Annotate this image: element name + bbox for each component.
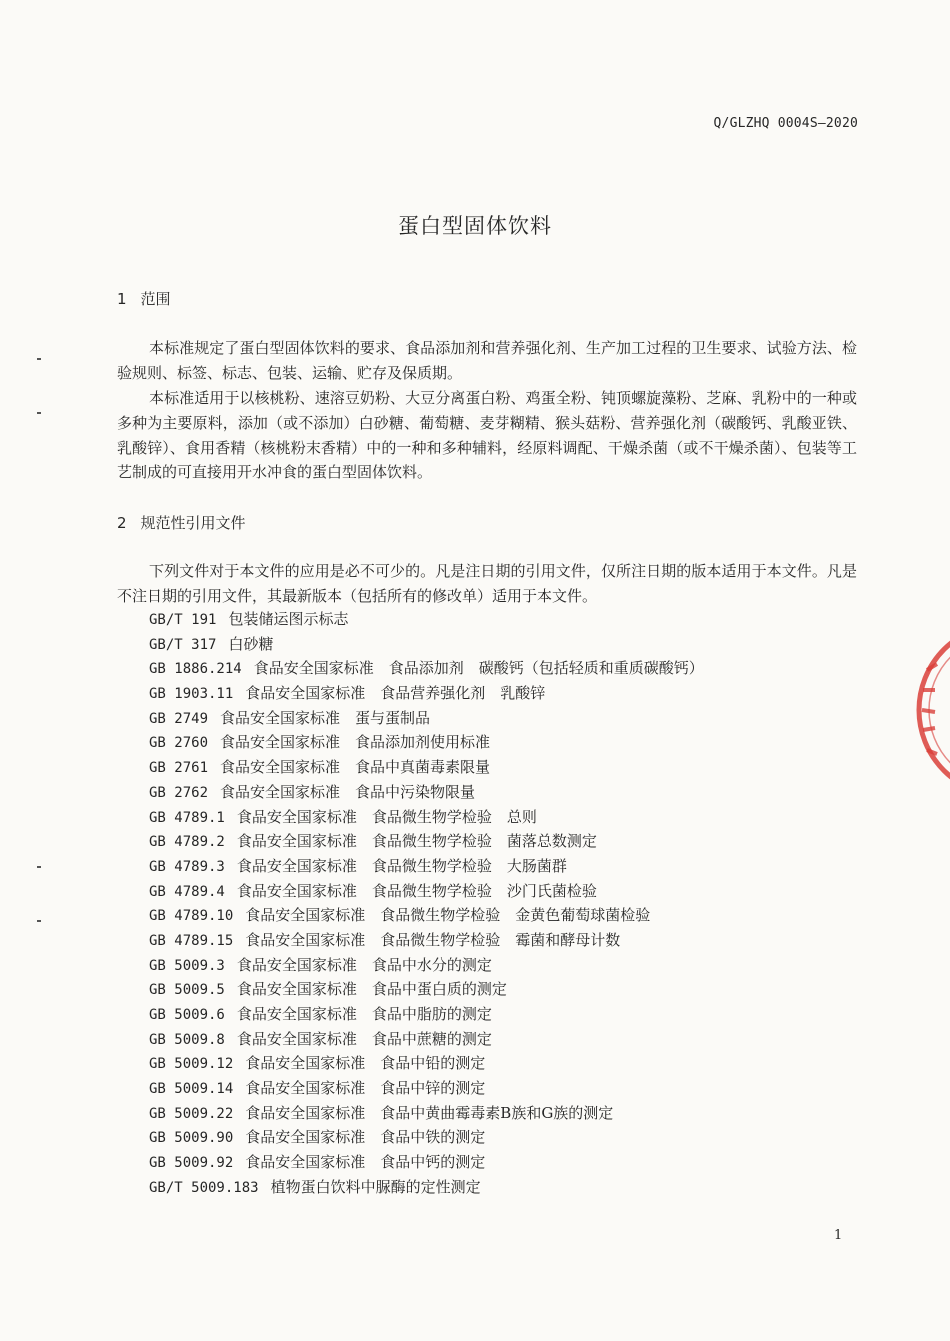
reference-item: [149, 928, 849, 953]
reference-title: 食品安全国家标准 食品中铅的测定: [245, 1054, 486, 1073]
reference-code: GB 2749: [149, 710, 209, 727]
reference-code: GB 4789.4: [149, 883, 225, 900]
reference-title: 食品安全国家标准 食品微生物学检验 菌落总数测定: [236, 832, 597, 851]
reference-title: 食品安全国家标准 食品微生物学检验 金黄色葡萄球菌检验: [245, 906, 651, 925]
reference-code: GB 5009.92: [149, 1155, 234, 1172]
section-title: 规范性引用文件: [140, 514, 246, 532]
reference-code: GB 5009.12: [149, 1056, 234, 1073]
reference-code: GB/T 317: [149, 636, 217, 653]
seal-stamp-icon: [905, 610, 950, 810]
section-heading-references: [117, 512, 246, 533]
reference-title: 白砂糖: [228, 634, 274, 653]
reference-list: [149, 607, 849, 1200]
reference-title: 食品安全国家标准 食品中脂肪的测定: [236, 1005, 492, 1023]
reference-item: [149, 1150, 849, 1175]
scan-mark: [37, 866, 41, 868]
reference-item: [149, 706, 849, 731]
reference-item: [149, 805, 849, 830]
reference-title: 食品安全国家标准 食品中蛋白质的测定: [236, 980, 507, 999]
reference-code: GB 5009.90: [149, 1130, 234, 1147]
reference-title: 食品安全国家标准 食品微生物学检验 大肠菌群: [236, 856, 567, 875]
reference-code: GB/T 5009.183: [149, 1179, 259, 1196]
reference-code: GB 4789.10: [149, 908, 234, 925]
reference-item: [149, 829, 849, 854]
reference-item: [149, 854, 849, 879]
section-number: 2: [117, 514, 127, 532]
section-number: 1: [117, 290, 127, 308]
reference-title: 食品安全国家标准 食品微生物学检验 总则: [236, 807, 537, 826]
reference-item: [149, 755, 849, 780]
scope-paragraph-1: 本标准规定了蛋白型固体饮料的要求、食品添加剂和营养强化剂、生产加工过程的卫生要求、试验方法、检验规则、标签、标志、包装、运输、贮存及保质期。: [117, 339, 857, 382]
reference-code: GB 4789.2: [149, 834, 225, 851]
reference-title: 食品安全国家标准 食品中蔗糖的测定: [236, 1029, 492, 1048]
reference-item: [149, 780, 849, 805]
reference-item: [149, 632, 849, 657]
reference-code: GB 2762: [149, 784, 209, 801]
reference-title: 食品安全国家标准 食品中铁的测定: [245, 1128, 486, 1147]
reference-code: GB/T 191: [149, 612, 217, 628]
reference-item: [149, 1175, 849, 1200]
reference-code: GB 2760: [149, 735, 209, 752]
reference-item: [149, 1076, 849, 1101]
reference-item: [149, 903, 849, 928]
reference-item: [149, 1002, 849, 1027]
reference-code: GB 2761: [149, 760, 209, 777]
page-number: 1: [834, 1228, 843, 1243]
scan-mark: [37, 358, 41, 360]
reference-code: GB 5009.22: [149, 1105, 234, 1122]
scan-mark: [37, 920, 41, 922]
references-intro: 下列文件对于本文件的应用是必不可少的。凡是注日期的引用文件，仅所注日期的版本适用于本文件。凡是不注日期的引用文件，其最新版本（包括所有的修改单）适用于本文件。: [117, 562, 857, 605]
reference-item: [149, 730, 849, 755]
reference-title: 食品安全国家标准 食品添加剂 碳酸钙（包括轻质和重质碳酸钙）: [253, 659, 704, 678]
section-heading-scope: [117, 288, 171, 309]
reference-item: [149, 681, 849, 706]
scan-mark: [37, 412, 41, 414]
reference-title: 食品安全国家标准 食品中黄曲霉毒素B族和G族的测定: [245, 1103, 614, 1122]
reference-title: 植物蛋白饮料中脲酶的定性测定: [270, 1177, 481, 1196]
section-title: 范围: [140, 290, 171, 308]
reference-code: GB 4789.3: [149, 858, 225, 875]
document-title: 蛋白型固体饮料: [398, 214, 552, 238]
reference-title: 食品安全国家标准 食品微生物学检验 霉菌和酵母计数: [245, 930, 621, 949]
reference-title: 食品安全国家标准 食品中锌的测定: [245, 1079, 486, 1098]
reference-code: GB 4789.1: [149, 809, 225, 826]
reference-item: [149, 656, 849, 681]
reference-item: [149, 1027, 849, 1052]
reference-item: [149, 1051, 849, 1076]
reference-title: 食品安全国家标准 食品营养强化剂 乳酸锌: [245, 684, 546, 703]
reference-code: GB 5009.3: [149, 957, 225, 974]
reference-title: 食品安全国家标准 食品微生物学检验 沙门氏菌检验: [236, 881, 597, 900]
reference-item: [149, 1101, 849, 1126]
reference-title: 食品安全国家标准 食品中钙的测定: [245, 1153, 486, 1172]
reference-item: [149, 1125, 849, 1150]
reference-item: [149, 977, 849, 1002]
reference-code: GB 1903.11: [149, 686, 234, 703]
reference-code: GB 1886.214: [149, 661, 242, 678]
scope-paragraph-2: 本标准适用于以核桃粉、速溶豆奶粉、大豆分离蛋白粉、鸡蛋全粉、钝顶螺旋藻粉、芝麻、乳粉中的一种或多种为主要原料，添加（或不添加）白砂糖、葡萄糖、麦芽糊精、猴头菇粉、营养强化剂（碳酸钙、乳酸亚铁、乳酸锌）、食用香精（核桃粉末香精）中的一种和多种辅料，经原料调配、干燥杀菌（或不干燥杀菌）、包装等工艺制成的可直接用开水冲食的蛋白型固体饮料。: [117, 389, 857, 482]
reference-title: 食品安全国家标准 蛋与蛋制品: [220, 708, 431, 727]
reference-title: 食品安全国家标准 食品中污染物限量: [220, 782, 476, 801]
reference-title: 食品安全国家标准 食品中真菌毒素限量: [220, 758, 491, 777]
reference-item: [149, 953, 849, 978]
reference-code: GB 5009.5: [149, 982, 225, 999]
reference-code: GB 4789.15: [149, 932, 234, 949]
reference-code: GB 5009.8: [149, 1031, 225, 1048]
reference-title: 包装储运图示标志: [228, 610, 349, 628]
reference-code: GB 5009.14: [149, 1081, 234, 1098]
reference-item: [149, 879, 849, 904]
standard-code: Q/GLZHQ 0004S—2020: [713, 116, 858, 131]
reference-item: [149, 607, 849, 632]
reference-title: 食品安全国家标准 食品中水分的测定: [236, 955, 492, 974]
reference-code: GB 5009.6: [149, 1007, 225, 1023]
reference-title: 食品安全国家标准 食品添加剂使用标准: [220, 733, 491, 752]
